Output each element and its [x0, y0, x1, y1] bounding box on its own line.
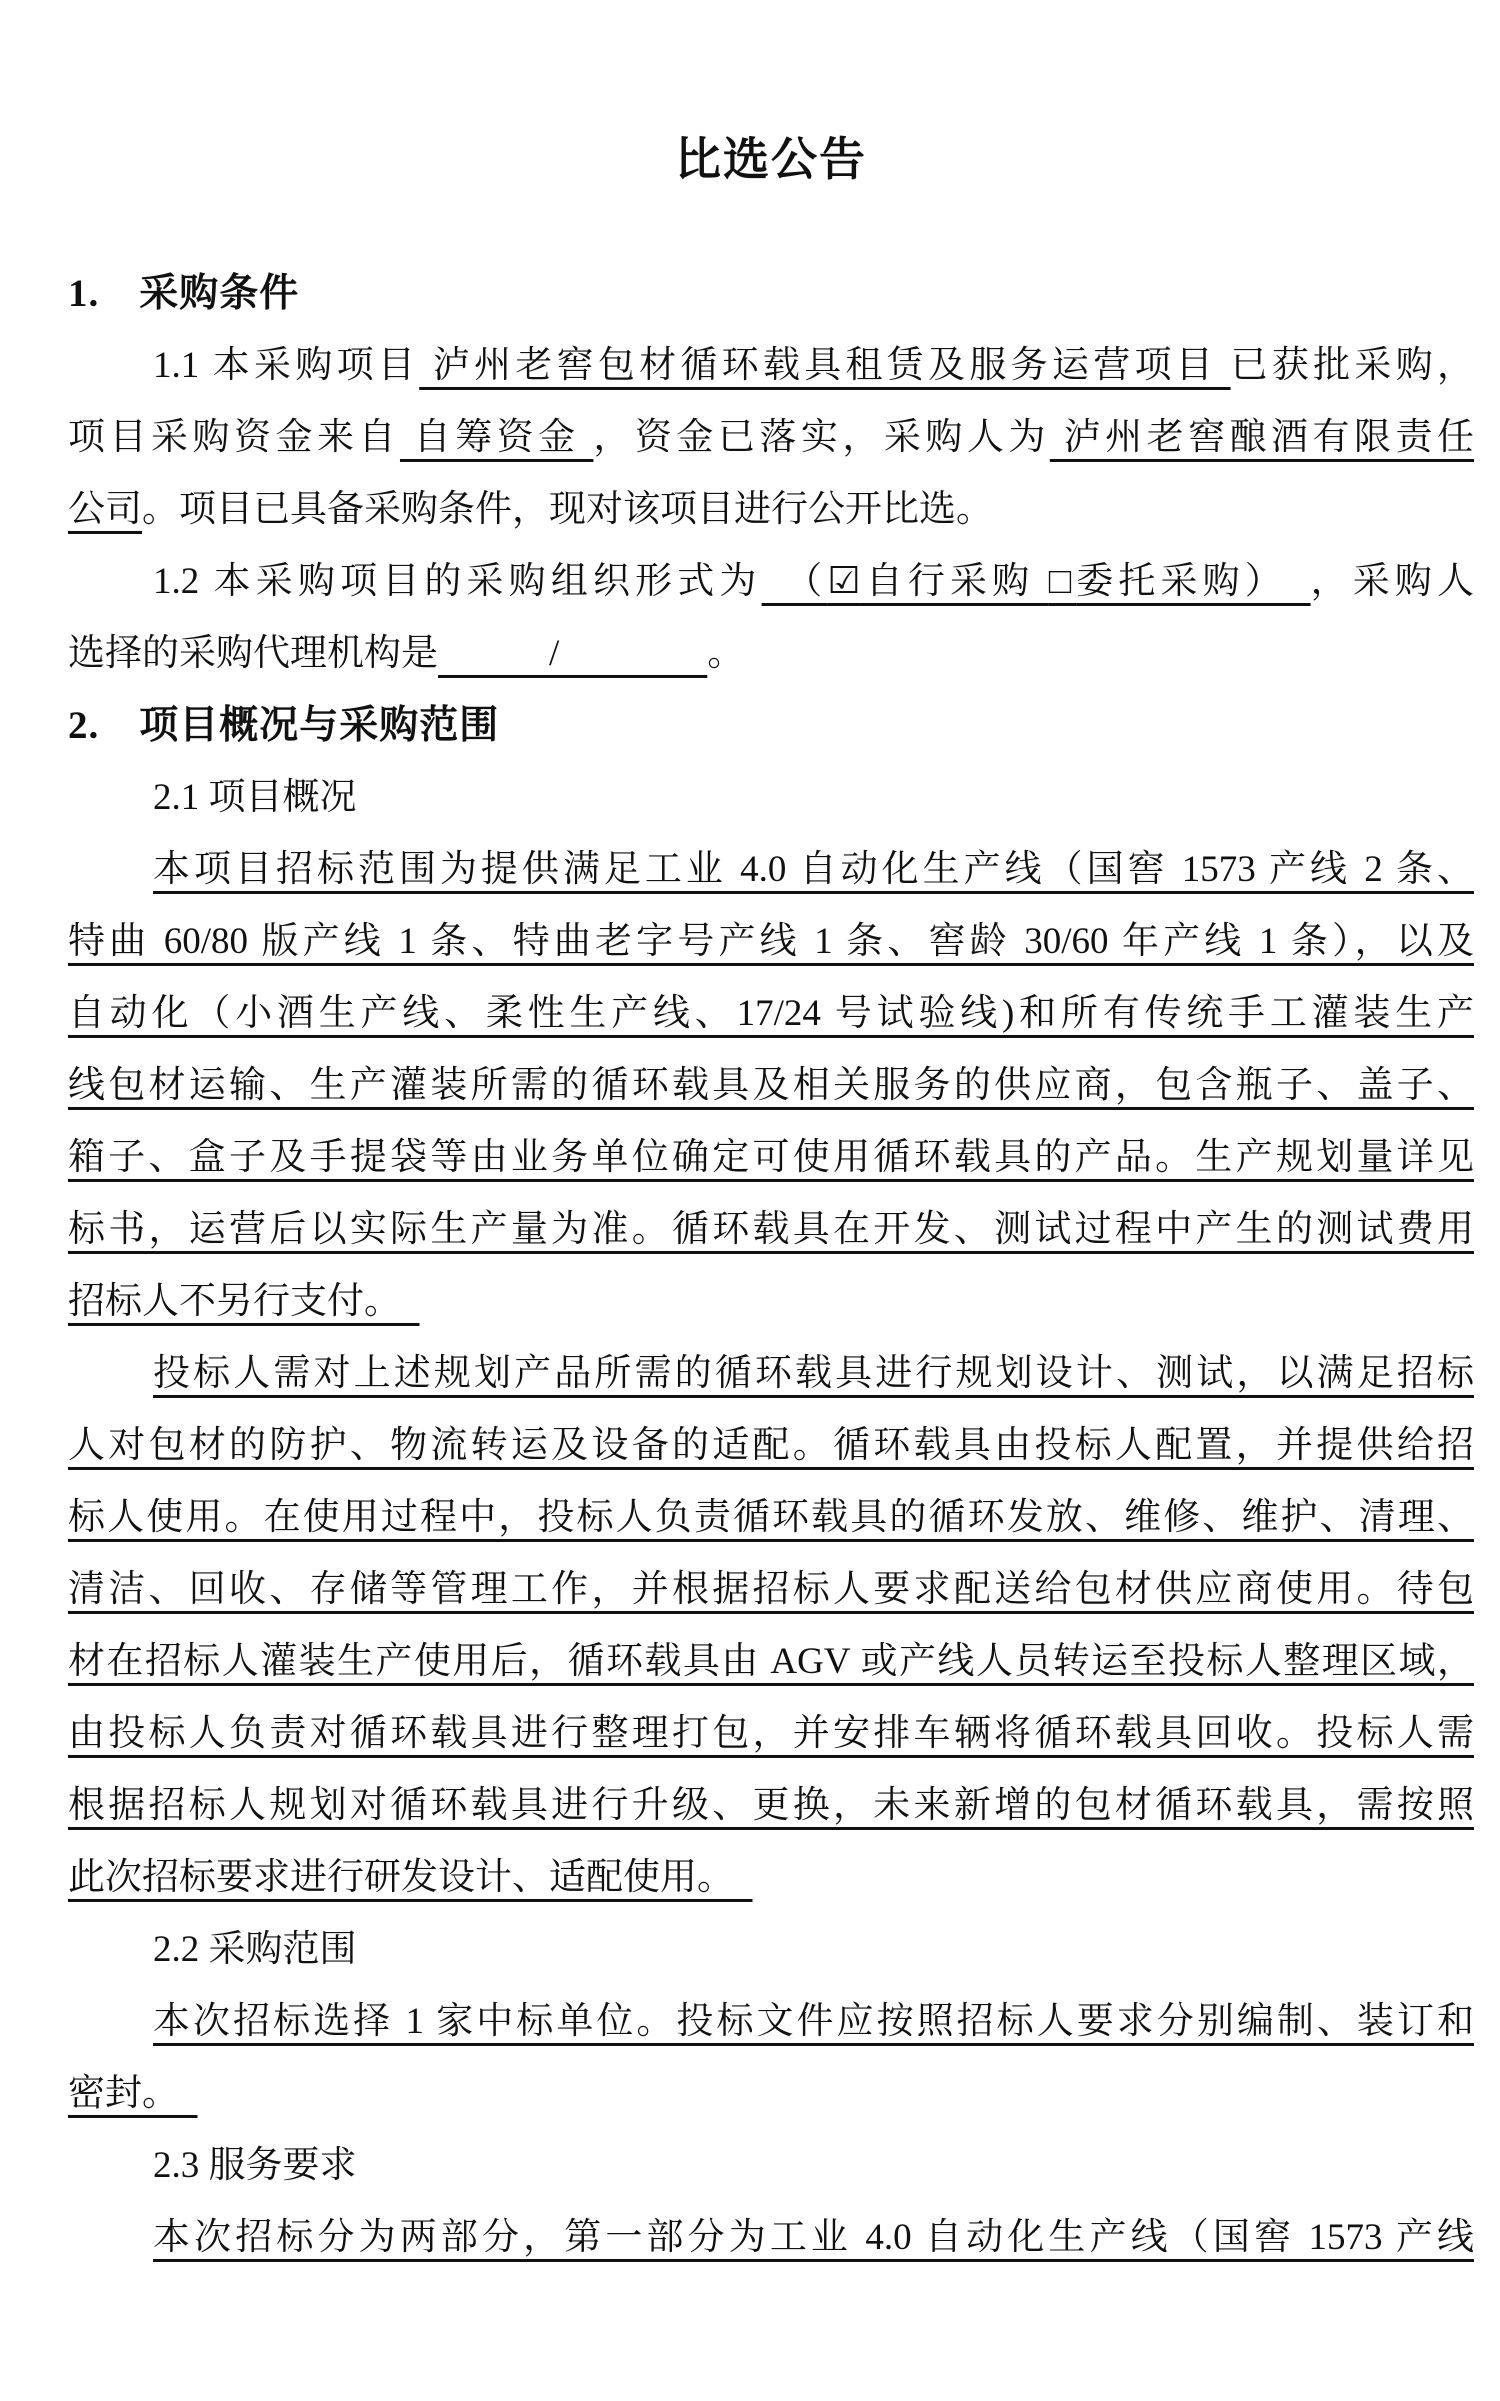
checkbox-unchecked-icon: □ [1048, 561, 1077, 602]
underlined-text: 箱子、盒子及手提袋等由业务单位确定可使用循环载具的产品。生产规划量详见 [68, 1137, 1474, 1178]
para-2-1b-line-6 [68, 1698, 1474, 1770]
para-2-1b-line-7 [68, 1770, 1474, 1842]
text-run: ，资金已落实，采购人为 [593, 417, 1050, 458]
page-title: 比选公告 [675, 134, 867, 185]
subheading-2-3 [68, 2130, 1474, 2202]
underlined-text: 特曲 60/80 版产线 1 条、特曲老字号产线 1 条、窖龄 30/60 年产线 1 条），以及 [68, 921, 1474, 962]
underlined-text: 泸州老窖包材循环载具租赁及服务运营项目 [419, 345, 1231, 386]
para-2-1a-line-1 [68, 834, 1474, 906]
underlined-text: 投标人需对上述规划产品所需的循环载具进行规划设计、测试，以满足招标 [153, 1353, 1474, 1394]
heading-procurement-conditions [68, 258, 1474, 330]
para-1-2-line-2 [68, 618, 1474, 690]
para-2-2-line-2 [68, 2058, 1474, 2130]
underlined-text: 根据招标人规划对循环载具进行升级、更换，未来新增的包材循环载具，需按照 [68, 1785, 1474, 1826]
text-run: 项目采购资金来自 [68, 417, 400, 458]
underlined-text: 本次招标选择 1 家中标单位。投标文件应按照招标人要求分别编制、装订和 [153, 2001, 1474, 2042]
underlined-text: 人对包材的防护、物流转运及设备的适配。循环载具由投标人配置，并提供给招 [68, 1425, 1474, 1466]
text-run: 。 [707, 633, 745, 674]
para-2-1a-line-5 [68, 1122, 1474, 1194]
underlined-text: （ [761, 561, 828, 602]
checkbox-checked-icon: ☑ [827, 561, 861, 602]
underlined-text: 标人使用。在使用过程中，投标人负责循环载具的循环发放、维修、维护、清理、 [68, 1497, 1474, 1538]
underlined-text: 材在招标人灌装生产使用后，循环载具由 AGV 或产线人员转运至投标人整理区域， [68, 1641, 1474, 1682]
underlined-text: 清洁、回收、存储等管理工作，并根据招标人要求配送给包材供应商使用。待包 [68, 1569, 1474, 1610]
underlined-text: 线包材运输、生产灌装所需的循环载具及相关服务的供应商，包含瓶子、盖子、 [68, 1065, 1474, 1106]
subheading-2-1 [68, 762, 1474, 834]
underlined-text: 自筹资金 [399, 417, 594, 458]
text-run: 2.1 项目概况 [153, 777, 357, 818]
text-run: 1.1 本采购项目 [153, 345, 420, 386]
para-2-1a-line-6 [68, 1194, 1474, 1266]
subheading-2-2 [68, 1914, 1474, 1986]
para-2-1b-line-1 [68, 1338, 1474, 1410]
text-run: 2. 项目概况与采购范围 [68, 704, 500, 747]
para-1-1-line-1 [68, 330, 1474, 402]
text-run: 1. 采购条件 [68, 272, 300, 315]
underlined-text: 本次招标分为两部分，第一部分为工业 4.0 自动化生产线（国窖 1573 产线 [153, 2217, 1474, 2258]
underlined-text: 自动化（小酒生产线、柔性生产线、17/24 号试验线)和所有传统手工灌装生产 [68, 993, 1474, 1034]
para-1-2-line-1 [68, 546, 1474, 618]
para-2-1b-line-5 [68, 1626, 1474, 1698]
underlined-text: 招标人不另行支付。 [68, 1281, 420, 1322]
para-2-1b-line-2 [68, 1410, 1474, 1482]
para-2-3-line-1 [68, 2202, 1474, 2274]
text-run: 已获批采购， [1230, 345, 1474, 386]
underlined-text: 委托采购） [1076, 561, 1311, 602]
underlined-text: 由投标人负责对循环载具进行整理打包，并安排车辆将循环载具回收。投标人需 [68, 1713, 1474, 1754]
underlined-text: 公司 [68, 489, 142, 530]
text-run: 选择的采购代理机构是 [68, 633, 438, 674]
underlined-text: / [438, 633, 708, 674]
text-run: 。项目已具备采购条件，现对该项目进行公开比选。 [142, 489, 993, 530]
para-1-1-line-3 [68, 474, 1474, 546]
underlined-text: 此次招标要求进行研发设计、适配使用。 [68, 1857, 753, 1898]
underlined-text: 自行采购 [860, 561, 1049, 602]
text-run: 2.2 采购范围 [153, 1929, 357, 1970]
para-2-1a-line-7 [68, 1266, 1474, 1338]
para-2-1b-line-3 [68, 1482, 1474, 1554]
text-run: 2.3 服务要求 [153, 2145, 357, 2186]
para-1-1-line-2 [68, 402, 1474, 474]
para-2-2-line-1 [68, 1986, 1474, 2058]
para-2-1a-line-4 [68, 1050, 1474, 1122]
underlined-text: 标书，运营后以实际生产量为准。循环载具在开发、测试过程中产生的测试费用 [68, 1209, 1474, 1250]
text-run: 1.2 本采购项目的采购组织形式为 [153, 561, 762, 602]
para-2-1b-line-4 [68, 1554, 1474, 1626]
heading-project-overview-scope [68, 690, 1474, 762]
document-body [68, 258, 1474, 2274]
text-run: ，采购人 [1310, 561, 1475, 602]
para-2-1a-line-2 [68, 906, 1474, 978]
para-2-1a-line-3 [68, 978, 1474, 1050]
underlined-text: 本项目招标范围为提供满足工业 4.0 自动化生产线（国窖 1573 产线 2 条、 [153, 849, 1474, 890]
underlined-text: 泸州老窖酿酒有限责任 [1049, 417, 1475, 458]
underlined-text: 密封。 [68, 2073, 198, 2114]
para-2-1b-line-8 [68, 1842, 1474, 1914]
